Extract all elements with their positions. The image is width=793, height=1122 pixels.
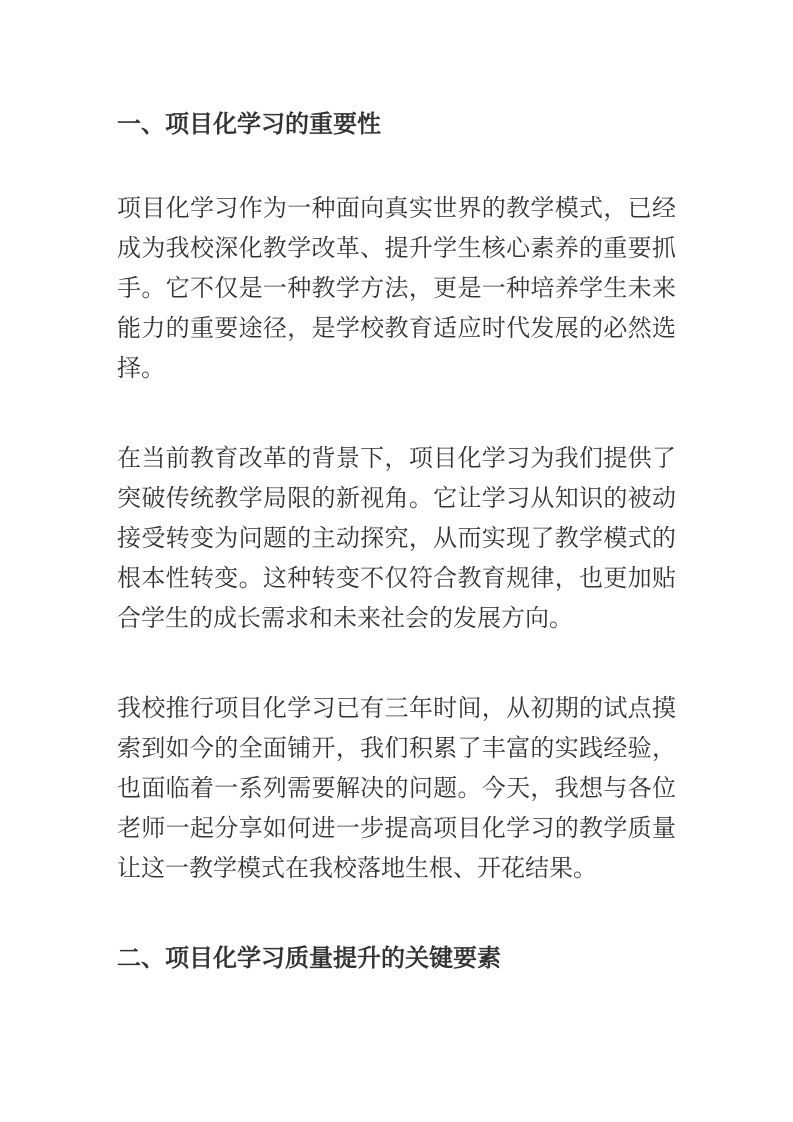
section-heading-key-factors: 二、项目化学习质量提升的关键要素 — [117, 945, 501, 972]
paragraph-importance-1: 项目化学习作为一种面向真实世界的教学模式，已经成为我校深化教学改革、提升学生核心素养的重要抓手。它不仅是一种教学方法，更是一种培养学生未来能力的重要途径，是学校教育适应时代发展的必然选择。 — [117, 195, 676, 382]
section-heading-importance: 一、项目化学习的重要性 — [117, 111, 381, 138]
paragraph-importance-3: 我校推行项目化学习已有三年时间，从初期的试点摸索到如今的全面铺开，我们积累了丰富的实践经验，也面临着一系列需要解决的问题。今天，我想与各位老师一起分享如何进一步提高项目化学习的教学质量让这一教学模式在我校落地生根、开花结果。 — [117, 695, 676, 882]
paragraph-importance-2: 在当前教育改革的背景下，项目化学习为我们提供了突破传统教学局限的新视角。它让学习从知识的被动接受转变为问题的主动探究，从而实现了教学模式的根本性转变。这种转变不仅符合教育规律，也更加贴合学生的成长需求和未来社会的发展方向。 — [117, 445, 676, 632]
